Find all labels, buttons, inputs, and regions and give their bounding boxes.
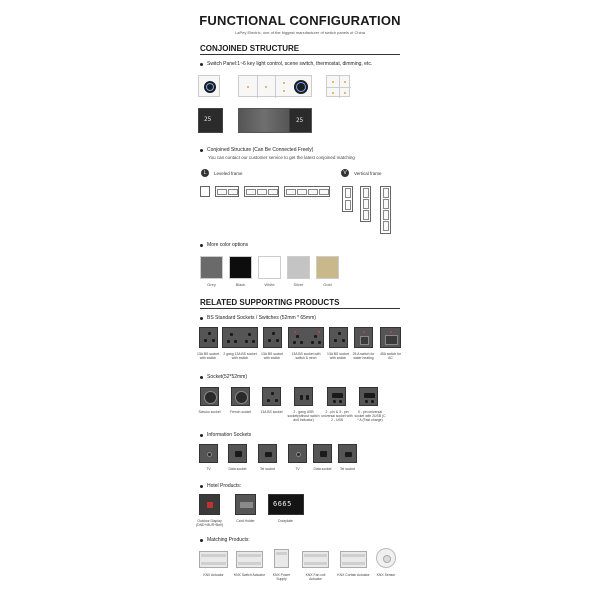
info-caption-6: Tel socket xyxy=(339,467,356,471)
bs-socket-13a xyxy=(262,387,281,406)
bullet-switch-panel-text: Switch Panel:1~6 key light control, scene switch, thermostat, dimming, etc. xyxy=(207,61,373,67)
knob-icon xyxy=(204,81,216,93)
knob-icon xyxy=(294,80,308,94)
leveled-frame-badge: L xyxy=(201,169,209,177)
card-holder xyxy=(235,494,256,515)
matching-caption-3: KNX Power Supply xyxy=(272,573,291,582)
bullet-socket xyxy=(200,374,247,380)
info-caption-2: Data socket xyxy=(228,467,247,471)
frame-2-gang xyxy=(215,186,239,197)
bullet-color-options xyxy=(200,242,248,248)
bullet-dot-icon xyxy=(200,149,203,152)
socket-caption-6: 5 - pin universal socket with 2USB (C * A (Fast charge) xyxy=(354,410,386,423)
matching-caption-4: KNX Fan coil Actuator xyxy=(305,573,326,582)
four-key-panel xyxy=(326,75,350,97)
indicator-led xyxy=(332,81,334,83)
universal-socket-5-pin xyxy=(359,387,378,406)
matching-products-text: Matching Products: xyxy=(207,537,250,543)
doorplate-number: 6665 xyxy=(273,500,292,508)
info-caption-5: Data socket xyxy=(313,467,332,471)
thermostat-panel xyxy=(198,108,223,133)
tv-socket-2 xyxy=(288,444,307,463)
hotel-caption-2: Card Holder xyxy=(236,519,255,523)
usb-socket-2-gang xyxy=(294,387,313,406)
indicator-led xyxy=(344,81,346,83)
bullet-dot-icon xyxy=(200,539,203,542)
bullet-dot-icon xyxy=(200,244,203,247)
frame-vertical-4 xyxy=(380,186,391,234)
outdoor-display xyxy=(199,494,220,515)
thermostat-display: 25 xyxy=(204,116,212,123)
socket-caption-4: 2 - gang USB socket(without switch and indicator) xyxy=(287,410,320,423)
tel-socket xyxy=(258,444,277,463)
vertical-frame-label: Vertical frame xyxy=(354,171,382,176)
bs-socket-5 xyxy=(329,327,348,348)
data-socket xyxy=(228,444,247,463)
matching-caption-1: KNX Actuator xyxy=(203,573,224,577)
frame-4-gang xyxy=(284,186,330,197)
swatch-label-black: Black xyxy=(235,282,246,287)
color-options-text: More color options xyxy=(207,242,249,248)
doorplate xyxy=(268,494,304,515)
schuko-socket xyxy=(200,387,219,406)
bs-caption-4: 13A BS socket with switch & neon xyxy=(291,352,321,361)
swatch-label-grey: Grey xyxy=(207,282,216,287)
bs-standard-text: BS Standard Sockets / Switches (52mm * 65mm) xyxy=(207,315,316,321)
bs-caption-2: 2 gang 13A BS socket with switch xyxy=(223,352,257,361)
bs-switch-water-heating xyxy=(354,327,373,348)
bs-caption-7: 45A switch for AC xyxy=(379,352,402,361)
socket-caption-5: 2 - pin & 3 - pin universal socket with 2 - USB xyxy=(321,410,353,423)
socket-heading-text: Socket(52*52mm) xyxy=(207,374,248,380)
tel-socket-2 xyxy=(338,444,357,463)
bullet-matching-products xyxy=(200,537,250,543)
bs-socket-1 xyxy=(199,327,218,348)
indicator-led xyxy=(283,82,285,84)
swatch-label-silver: Silver xyxy=(293,282,304,287)
swatch-label-white: White xyxy=(264,282,275,287)
info-caption-4: TV xyxy=(295,467,300,471)
bullet-conjoined-structure xyxy=(200,147,313,153)
page-title: FUNCTIONAL CONFIGURATION xyxy=(199,13,401,28)
bullet-switch-panel xyxy=(200,61,372,67)
bs-switch-ac xyxy=(380,327,401,348)
bullet-conjoined-text: Conjoined Structure (Can Be Connected Freely) xyxy=(207,147,314,153)
frame-vertical-3 xyxy=(360,186,371,222)
bs-socket-2 xyxy=(222,327,258,348)
frame-vertical-2 xyxy=(342,186,353,212)
knx-fan-coil-actuator xyxy=(302,551,329,568)
thermostat-display: 25 xyxy=(296,117,304,124)
matching-caption-2: KNX Switch Actuator xyxy=(233,573,266,577)
bs-socket-3 xyxy=(263,327,282,348)
section-heading-conjoined: CONJOINED STRUCTURE xyxy=(200,44,400,55)
socket-caption-1: Schuko socket xyxy=(198,410,221,414)
socket-caption-2: French socket xyxy=(229,410,252,414)
info-caption-3: Tel socket xyxy=(259,467,276,471)
knx-sensor xyxy=(376,548,396,568)
bs-caption-1: 13A BS socket with switch xyxy=(196,352,220,361)
bullet-dot-icon xyxy=(200,63,203,66)
indicator-led xyxy=(265,86,267,88)
info-sockets-text: Information Sockets xyxy=(207,432,252,438)
page-subtitle: LaPey Electric, one of the biggest manufacturer of switch panels of China xyxy=(235,30,365,35)
bullet-hotel-products xyxy=(200,483,241,489)
bullet-bs-standard xyxy=(200,315,316,321)
bs-caption-3: 13A BS socket with switch xyxy=(260,352,284,361)
knx-actuator xyxy=(199,551,228,568)
bullet-dot-icon xyxy=(200,434,203,437)
frame-1-gang xyxy=(200,186,210,197)
hotel-caption-1: Outdoor Display (DND+MUR+Bell) xyxy=(196,519,223,528)
swatch-silver xyxy=(287,256,310,279)
vertical-frame-badge: V xyxy=(341,169,349,177)
tv-socket xyxy=(199,444,218,463)
data-socket-2 xyxy=(313,444,332,463)
hotel-caption-3: Doorplate xyxy=(278,519,293,523)
french-socket xyxy=(231,387,250,406)
bs-caption-6: 25 A switch for water heating xyxy=(352,352,375,361)
knx-curtain-actuator xyxy=(340,551,367,568)
indicator-led xyxy=(247,86,249,88)
matching-caption-5: KNX Curtain Actuator xyxy=(337,573,370,577)
matching-caption-6: KNX Sensor xyxy=(376,573,396,577)
swatch-label-gold: Gold xyxy=(323,282,332,287)
conjoined-note: You can contact our customer service to get the latest conjoined matching xyxy=(208,155,355,160)
thermostat-conjoined-panel xyxy=(238,108,312,133)
indicator-led xyxy=(332,92,334,94)
multi-key-panel xyxy=(238,75,312,97)
bullet-dot-icon xyxy=(200,485,203,488)
bullet-dot-icon xyxy=(200,376,203,379)
swatch-black xyxy=(229,256,252,279)
bullet-info-sockets xyxy=(200,432,251,438)
hotel-products-text: Hotel Products: xyxy=(207,483,242,489)
info-caption-1: TV xyxy=(206,467,211,471)
bullet-dot-icon xyxy=(200,317,203,320)
leveled-frame-label: Leveled frame xyxy=(214,171,243,176)
indicator-led xyxy=(344,92,346,94)
knob-switch-panel xyxy=(198,75,220,97)
bs-socket-4 xyxy=(288,327,324,348)
indicator-led xyxy=(283,90,285,92)
knx-power-supply xyxy=(274,549,289,568)
socket-caption-3: 13A BS socket xyxy=(260,410,283,414)
swatch-gold xyxy=(316,256,339,279)
universal-socket-2-usb xyxy=(327,387,346,406)
swatch-grey xyxy=(200,256,223,279)
knx-switch-actuator xyxy=(236,551,263,568)
bs-caption-5: 13A BS socket with switch xyxy=(326,352,350,361)
swatch-white xyxy=(258,256,281,279)
frame-3-gang xyxy=(244,186,279,197)
section-heading-related: RELATED SUPPORTING PRODUCTS xyxy=(200,298,400,309)
